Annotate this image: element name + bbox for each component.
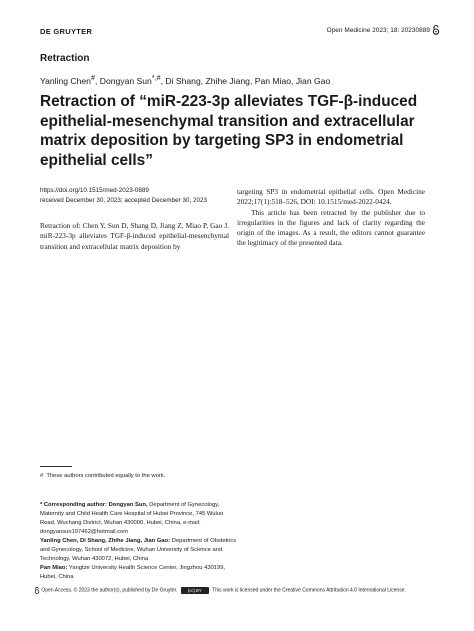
author-list: Yanling Chen#, Dongyan Sun*,#, Di Shang, Zhihe Jiang, Pan Miao, Jian Gao — [40, 74, 331, 86]
author: Pan Miao — [254, 75, 292, 86]
author: Zhihe Jiang — [205, 75, 250, 86]
retraction-notice: This article has been retracted by the publisher due to irregularities in the figures and lack of clarity regarding the origin of the images. As a result, the editors cannot guarantee the legitimacy of the presented data. — [237, 207, 425, 248]
open-access-icon — [432, 25, 440, 35]
received-dates: received December 30, 2023; accepted December 30, 2023 — [40, 197, 207, 204]
article-title: Retraction of “miR-223-3p alleviates TGF-β-induced epithelial-mesenchymal transition and extracellular matrix deposition by targeting SP3 in endometrial epithelial cells” — [40, 93, 418, 169]
body-left-column — [40, 221, 229, 252]
author-mark: *,# — [151, 74, 161, 82]
author: Yanling Chen — [40, 75, 91, 86]
author: Dongyan Sun — [99, 75, 152, 86]
affiliation-note: Pan Miao: Yangtze University Health Science Center, Jingzhou 430199, Hubei, China — [40, 565, 226, 580]
section-label: Retraction — [40, 53, 90, 64]
author: Jian Gao — [295, 75, 331, 86]
retraction-citation-continued: targeting SP3 in endometrial epithelial cells. Open Medicine 2022;17(1):518–526, DOI: 10.1515/med-2022-0424. — [237, 187, 425, 207]
license-line — [34, 587, 406, 594]
equal-contribution-note: # These authors contributed equally to the work. — [40, 473, 166, 479]
body-right-column — [237, 187, 425, 249]
cc-by-badge: (cc) BY — [181, 587, 209, 594]
corresponding-author-note: * Corresponding author: Dongyan Sun, Department of Gynecology, Maternity and Child Health Care Hospital of Hubei Province, 745 Wuluo Road, Wuchang District, Wuhan 430000, Hubei, China, e-mail: dongyansun197462@hotmail.com — [40, 502, 224, 535]
author: Di Shang — [165, 75, 201, 86]
author-mark: # — [90, 74, 95, 82]
footnote-divider — [40, 466, 72, 467]
publisher-name: DE GRUYTER — [40, 27, 93, 36]
doi-link[interactable]: https://doi.org/10.1515/med-2023-0889 — [40, 187, 149, 194]
journal-citation: Open Medicine 2023; 18: 20230889 — [326, 27, 430, 34]
open-access-statement: Open Access. © 2023 the author(s), published by De Gruyter. — [41, 587, 178, 594]
retraction-citation: Retraction of: Chen Y, Sun D, Shang D, Jiang Z, Miao P, Gao J. miR-223-3p alleviates TGF-β-induced epithelial-mesenchymal transition and extracellular matrix deposition by — [40, 221, 229, 251]
license-text: This work is licensed under the Creative Commons Attribution 4.0 International License. — [212, 587, 406, 594]
open-access-icon — [34, 587, 40, 594]
affiliation-note: Yanling Chen, Di Shang, Zhihe Jiang, Jian Gao: Department of Obstetrics and Gynecology, School of Medicine, Wuhan University of Science and Technology, Wuhan 430072, Hubei, China — [40, 538, 237, 562]
